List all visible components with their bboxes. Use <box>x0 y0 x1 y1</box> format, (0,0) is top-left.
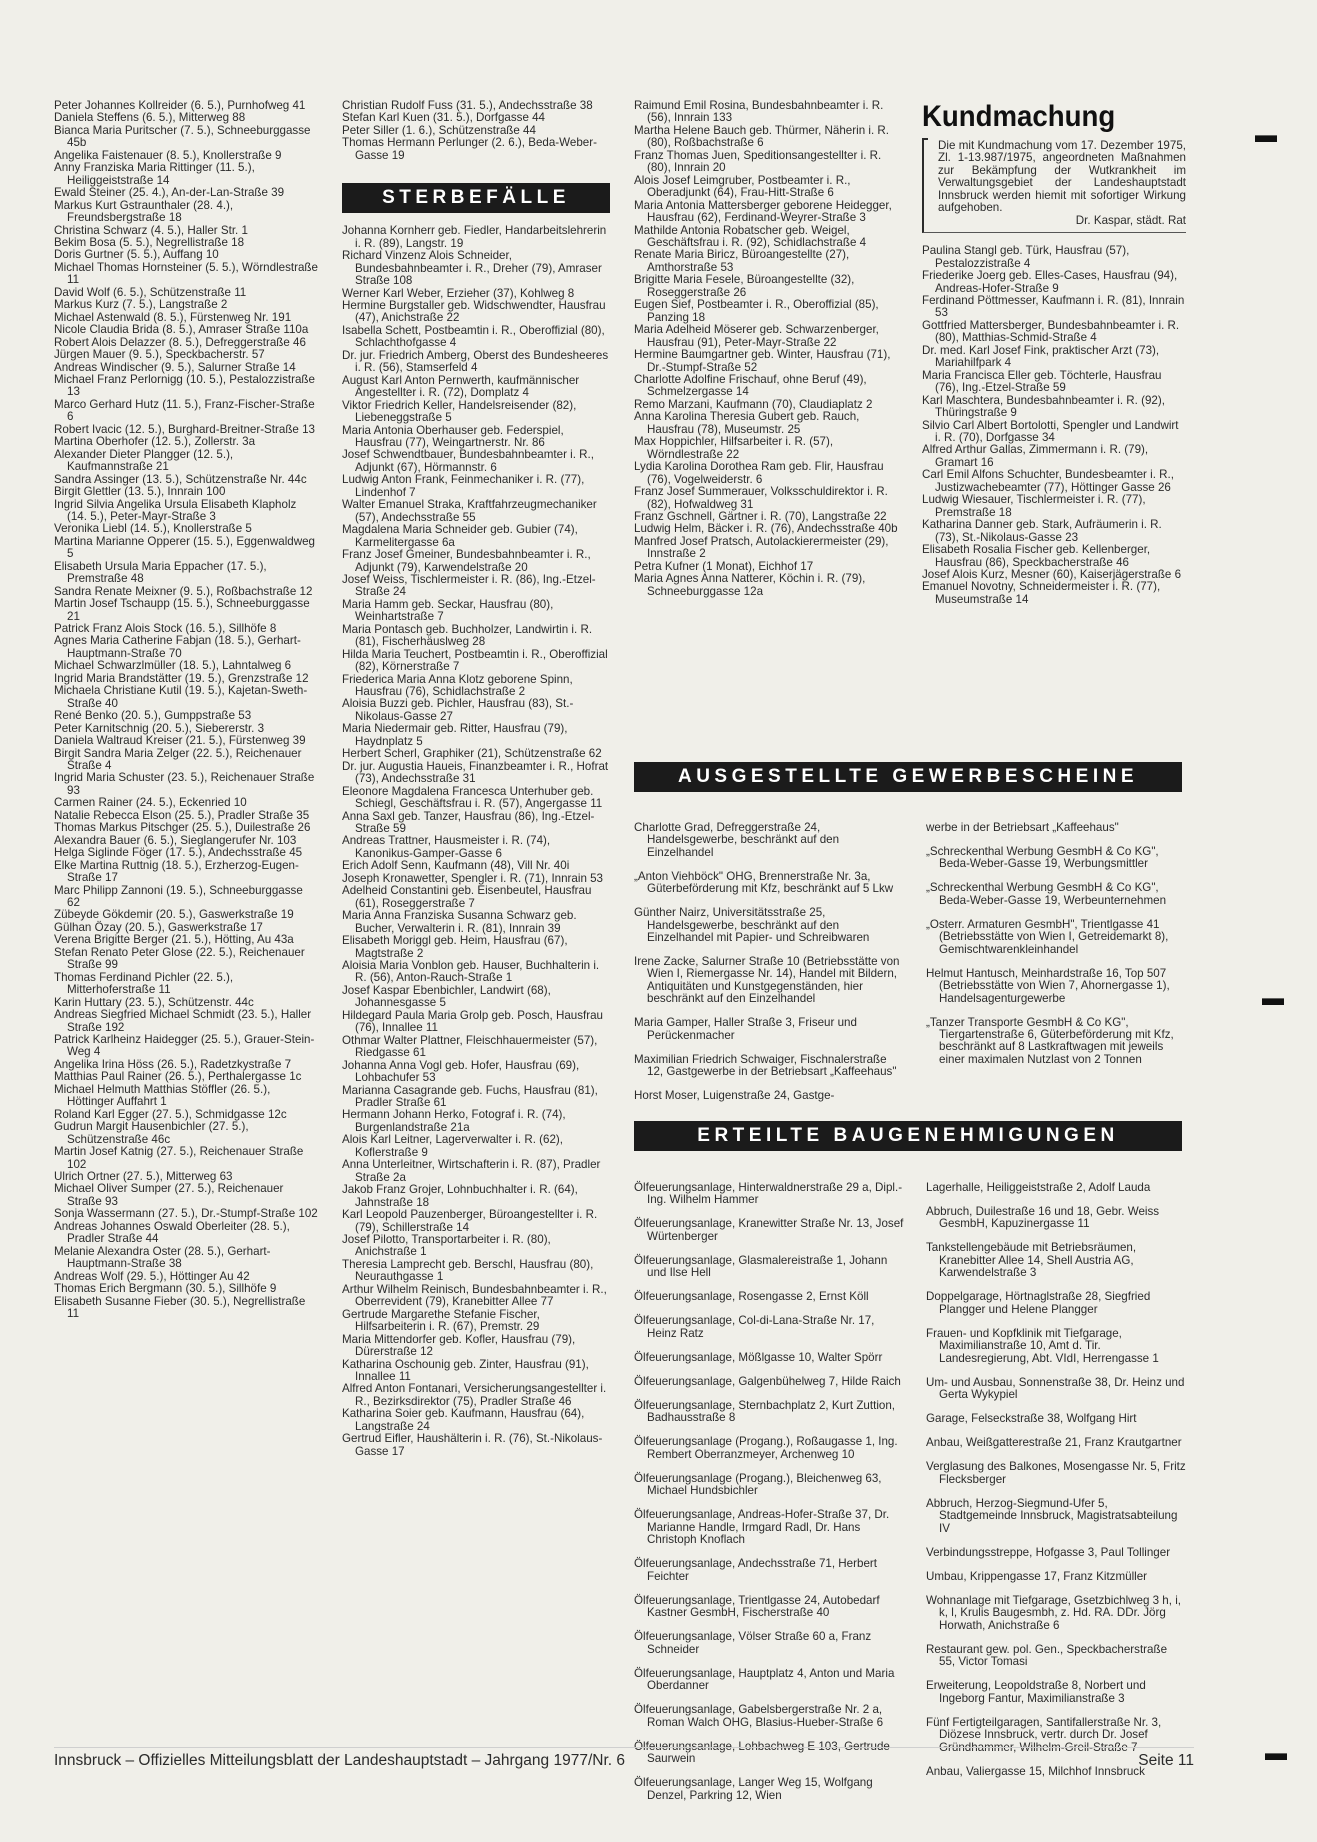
list-item: Abbruch, Duilestraße 16 und 18, Gebr. Weiss GesmbH, Kapuzinergasse 11 <box>926 1204 1160 1231</box>
list-item: Markus Kurt Gstraunthaler (28. 4.), Freundsbergstraße 18 <box>54 198 234 225</box>
sterbefaelle-heading: STERBEFÄLLE <box>342 183 610 213</box>
list-item: Ölfeuerungsanlage, Galgenbühelweg 7, Hilde Raich <box>634 1374 901 1388</box>
list-item: Stefan Renato Peter Glose (22. 5.), Reichenauer Straße 99 <box>54 945 305 972</box>
list-item: Andreas Trattner, Hausmeister i. R. (74), Kanonikus-Gamper-Gasse 6 <box>342 834 551 860</box>
list-item: Doppelgarage, Hörtnaglstraße 28, Siegfried Plangger und Helene Plangger <box>926 1290 1151 1316</box>
list-item: Brigitte Maria Fesele, Büroangestellte (32), Roseggerstraße 26 <box>634 273 855 299</box>
list-item: Eugen Sief, Postbeamter i. R., Oberoffizial (85), Panzing 18 <box>634 298 879 324</box>
list-item: Bekim Bosa (5. 5.), Negrellistraße 18 <box>54 235 245 249</box>
list-item: Anna Karolina Theresia Gubert geb. Rauch, Hausfrau (78), Museumstr. 25 <box>634 410 860 436</box>
list-item: Anbau, Weißgatterestraße 21, Franz Krautgartner <box>926 1436 1182 1450</box>
list-item: Zübeyde Gökdemir (20. 5.), Gaswerkstraße 19 <box>54 908 294 922</box>
list-item: Alfred Anton Fontanari, Versicherungsangestellter i. R., Bezirksdirektor (75), Pradler Straße 46 <box>342 1382 607 1408</box>
list-item: Isabella Schett, Postbeamtin i. R., Oberoffizial (80), Schlachthofgasse 4 <box>342 323 605 350</box>
list-item: Thomas Hermann Perlunger (2. 6.), Beda-Weber-Gasse 19 <box>342 136 597 162</box>
list-item: Emanuel Novotny, Schneidermeister i. R. (77), Museumstraße 14 <box>922 580 1161 606</box>
list-item: Hermann Johann Herko, Fotograf i. R. (74), Burgenlandstraße 21a <box>342 1108 566 1134</box>
list-item: Ölfeuerungsanlage, Hinterwaldnerstraße 29 a, Dipl.-Ing. Wilhelm Hammer <box>634 1180 903 1207</box>
list-item: Michael Astenwald (8. 5.), Fürstenweg Nr. 191 <box>54 310 292 324</box>
list-item: Andreas Siegfried Michael Schmidt (23. 5.), Haller Straße 192 <box>54 1008 312 1034</box>
list-item: Carl Emil Alfons Schuchter, Bundesbeamter i. R., Justizwachebeamter (77), Höttinger Gasse 26 <box>922 468 1174 494</box>
list-item: Hermine Burgstaller geb. Widschwendter, Hausfrau (47), Anichstraße 22 <box>342 298 606 325</box>
list-item: Ölfeuerungsanlage, Lohbachweg E 103, Gertrude Saurwein <box>634 1739 890 1766</box>
list-item: Gudrun Margit Hausenbichler (27. 5.), Schützenstraße 46c <box>54 1120 249 1146</box>
baugenehmigungen-heading: ERTEILTE BAUGENEHMIGUNGEN <box>634 1121 1182 1151</box>
list-item: Raimund Emil Rosina, Bundesbahnbeamter i. R. (56), Innrain 133 <box>634 99 884 125</box>
list-item: Karl Maschtera, Bundesbahnbeamter i. R. (92), Thüringstraße 9 <box>922 393 1165 420</box>
list-item: Doris Gurtner (5. 5.), Auffang 10 <box>54 248 219 262</box>
kundmachung-signature: Dr. Kaspar, städt. Rat <box>1075 213 1186 227</box>
list-item: Marianna Casagrande geb. Fuchs, Hausfrau (81), Pradler Straße 61 <box>342 1083 598 1109</box>
list-item: Christina Schwarz (4. 5.), Haller Str. 1 <box>54 223 248 237</box>
list-item: Agnes Maria Catherine Fabjan (18. 5.), Gerhart-Hauptmann-Straße 70 <box>54 634 301 660</box>
list-item: Melanie Alexandra Oster (28. 5.), Gerhart-Hauptmann-Straße 38 <box>54 1244 271 1271</box>
list-item: Alfred Arthur Gallas, Zimmermann i. R. (79), Gramart 16 <box>922 443 1149 469</box>
list-item: Arthur Wilhelm Reinisch, Bundesbahnbeamter i. R., Oberrevident (79), Kranebitter Allee 77 <box>342 1282 607 1309</box>
list-item: Maria Antonia Mattersberger geborene Heidegger, Hausfrau (62), Ferdinand-Weyrer-Straße 3 <box>634 198 892 225</box>
list-item: Ölfeuerungsanlage, Gabelsbergerstraße Nr. 2 a, Roman Walch OHG, Blasius-Hueber-Straße 6 <box>634 1703 884 1729</box>
list-item: Umbau, Krippengasse 17, Franz Kitzmüller <box>926 1569 1148 1583</box>
list-item: Matthias Paul Rainer (26. 5.), Perthalergasse 1c <box>54 1070 302 1084</box>
list-item: Ludwig Wiesauer, Tischlermeister i. R. (77), Premstraße 18 <box>922 493 1146 519</box>
gewerbescheine-left <box>634 810 904 1114</box>
list-item: Elisabeth Susanne Fieber (30. 5.), Negrellistraße 11 <box>54 1294 306 1320</box>
list-item: Maria Anna Franziska Susanna Schwarz geb. Bucher, Verwalterin i. R. (81), Innrain 39 <box>342 909 577 935</box>
deaths-list <box>342 225 610 1458</box>
list-item: Martha Helene Bauch geb. Thürmer, Näherin i. R. (80), Roßbachstraße 6 <box>634 123 889 150</box>
column-4 <box>922 100 1186 606</box>
list-item: Ludwig Anton Frank, Feinmechaniker i. R. (77), Lindenhof 7 <box>342 473 585 499</box>
list-item: Markus Kurz (7. 5.), Langstraße 2 <box>54 298 228 312</box>
list-item: Andreas Windischer (9. 5.), Salurner Straße 14 <box>54 360 296 374</box>
list-item: Ingrid Maria Brandstätter (19. 5.), Grenzstraße 12 <box>54 671 309 685</box>
list-item: Elisabeth Rosalia Fischer geb. Kellenberger, Hausfrau (86), Speckbacherstraße 46 <box>922 543 1151 569</box>
list-item: Elke Martina Ruttnig (18. 5.), Erzherzog-Eugen-Straße 17 <box>54 858 299 885</box>
scan-mark-icon: ▬ <box>1255 122 1277 147</box>
list-item: werbe in der Betriebsart „Kaffeehaus" <box>926 820 1119 834</box>
list-item: Josef Pilotto, Transportarbeiter i. R. (80), Anichstraße 1 <box>342 1232 551 1259</box>
list-item: Peter Siller (1. 6.), Schützenstraße 44 <box>342 123 536 137</box>
kundmachung-text: Die mit Kundmachung vom 17. Dezember 1975, Zl. 1-13.987/1975, angeordneten Maßnahmen zur Bekämpfung der Wutkrankheit im Verwaltungsgebiet der Landeshauptstadt Innsbruck werden hiemit mit sofortiger Wirkung aufgehoben. <box>938 139 1186 215</box>
list-item: Ölfeuerungsanlage (Progang.), Bleichenweg 63, Michael Hundsbichler <box>634 1471 882 1498</box>
list-item: Christian Rudolf Fuss (31. 5.), Andechsstraße 38 <box>342 99 593 112</box>
list-item: Karl Leopold Pauzenberger, Büroangestellter i. R. (79), Schillerstraße 14 <box>342 1208 598 1234</box>
list-item: Veronika Liebl (14. 5.), Knollerstraße 5 <box>54 522 252 536</box>
list-item: Ölfeuerungsanlage, Glasmalereistraße 1, Johann und Ilse Hell <box>634 1253 888 1280</box>
list-item: Remo Marzani, Kaufmann (70), Claudiaplatz 2 <box>634 397 873 411</box>
list-item: Petra Kufner (1 Monat), Eichhof 17 <box>634 559 814 573</box>
list-item: Michael Thomas Hornsteiner (5. 5.), Wörndlestraße 11 <box>54 260 318 287</box>
list-item: Jürgen Mauer (9. 5.), Speckbacherstr. 57 <box>54 348 265 362</box>
list-item: Franz Gschnell, Gärtner i. R. (70), Langstraße 22 <box>634 509 887 523</box>
list-item: Alois Karl Leitner, Lagerverwalter i. R. (62), Koflerstraße 9 <box>342 1133 564 1159</box>
list-item: Roland Karl Egger (27. 5.), Schmidgasse 12c <box>54 1107 287 1121</box>
gewerbescheine-right <box>926 810 1186 1078</box>
list-item: Adelheid Constantini geb. Eisenbeutel, Hausfrau (61), Roseggerstraße 7 <box>342 884 592 910</box>
list-item: Sandra Assinger (13. 5.), Schützenstraße Nr. 44c <box>54 472 307 486</box>
list-item: Maria Gamper, Haller Straße 3, Friseur und Perückenmacher <box>634 1016 857 1042</box>
list-item: Ölfeuerungsanlage (Progang.), Roßaugasse 1, Ing. Rembert Oberranzmeyer, Archenweg 10 <box>634 1435 898 1461</box>
list-item: Verglasung des Balkones, Mosengasse Nr. 5, Fritz Flecksberger <box>926 1460 1186 1486</box>
list-item: Ölfeuerungsanlage, Langer Weg 15, Wolfgang Denzel, Parkring 12, Wien <box>634 1776 873 1802</box>
list-item: Ölfeuerungsanlage, Rosengasse 2, Ernst Köll <box>634 1290 869 1304</box>
list-item: Maria Francisca Eller geb. Töchterle, Hausfrau (76), Ing.-Etzel-Straße 59 <box>922 368 1162 395</box>
list-item: Wohnanlage mit Tiefgarage, Gsetzbichlweg 3 h, i, k, l, Krulis Baugesmbh, z. Hd. RA. DDr. Jörg Horwath, Anichstraße 6 <box>926 1593 1181 1632</box>
list-item: Anna Unterleitner, Wirtschafterin i. R. (87), Pradler Straße 2a <box>342 1158 601 1184</box>
list-item: Ölfeuerungsanlage, Andreas-Hofer-Straße 37, Dr. Marianne Handle, Irmgard Radl, Dr. Hans Christoph Knoflach <box>634 1508 890 1547</box>
list-item: Katharina Oschounig geb. Zinter, Hausfrau (91), Innallee 11 <box>342 1357 589 1383</box>
list-item: Michael Helmuth Matthias Stöffler (26. 5.), Höttinger Auffahrt 1 <box>54 1082 271 1109</box>
list-item: „Tanzer Transporte GesmbH & Co KG", Tiergartenstraße 6, Güterbeförderung mit Kfz, beschränkt auf 8 Lastkraftwagen mit jeweils einer maximalen Nutzlast von 2 Tonnen <box>926 1015 1174 1066</box>
list-item: Michael Franz Perlornigg (10. 5.), Pestalozzistraße 13 <box>54 372 315 399</box>
list-item: Maximilian Friedrich Schwaiger, Fischnalerstraße 12, Gastgewerbe in der Betriebsart „Kaffeehaus" <box>634 1052 897 1079</box>
list-item: Dr. jur. Friedrich Amberg, Oberst des Bundesheeres i. R. (56), Stamserfeld 4 <box>342 348 609 375</box>
list-item: Ludwig Helm, Bäcker i. R. (76), Andechsstraße 40b <box>634 522 898 536</box>
list-item: August Karl Anton Pernwerth, kaufmännischer Angestellter i. R. (72), Domplatz 4 <box>342 373 580 400</box>
list-item: Bianca Maria Puritscher (7. 5.), Schneeburggasse 45b <box>54 123 311 150</box>
list-item: Ölfeuerungsanlage, Mößlgasse 10, Walter Spörr <box>634 1350 883 1364</box>
list-item: Ingrid Silvia Angelika Ursula Elisabeth Klapholz (14. 5.), Peter-Mayr-Straße 3 <box>54 497 297 523</box>
list-item: Johanna Kornherr geb. Fiedler, Handarbeitslehrerin i. R. (89), Langstr. 19 <box>342 224 607 250</box>
list-item: Helga Siglinde Föger (17. 5.), Andechsstraße 45 <box>54 846 303 860</box>
list-item: Dr. jur. Augustia Haueis, Finanzbeamter i. R., Hofrat (73), Andechsstraße 31 <box>342 759 609 786</box>
list-item: Stefan Karl Kuen (31. 5.), Dorfgasse 44 <box>342 111 546 125</box>
list-item: Martin Josef Katnig (27. 5.), Reichenauer Straße 102 <box>54 1145 304 1171</box>
list-item: Fünf Fertigteilgaragen, Santifallerstraße Nr. 3, Diözese Innsbruck, vertr. durch Dr. Josef Gründhammer, Wilhelm-Greil-Straße 7 <box>926 1715 1162 1754</box>
list-item: Natalie Rebecca Elson (25. 5.), Pradler Straße 35 <box>54 808 310 822</box>
list-item: David Wolf (6. 5.), Schützenstraße 11 <box>54 285 247 299</box>
list-item: Maria Adelheid Möserer geb. Schwarzenberger, Hausfrau (91), Peter-Mayr-Straße 22 <box>634 323 879 349</box>
deaths-column-3 <box>634 100 906 598</box>
list-item: Tankstellengebäude mit Betriebsräumen, Kranebitter Allee 14, Shell Austria AG, Karwendelstraße 3 <box>926 1241 1137 1280</box>
list-item: Ferdinand Pöttmesser, Kaufmann i. R. (81), Innrain 53 <box>922 293 1185 320</box>
list-item: Maria Hamm geb. Seckar, Hausfrau (80), Weinhartstraße 7 <box>342 597 554 624</box>
list-item: Josef Kaspar Ebenbichler, Landwirt (68), Johannesgasse 5 <box>342 983 551 1010</box>
list-item: Martina Oberhofer (12. 5.), Zollerstr. 3a <box>54 435 256 449</box>
kundmachung-title: Kundmachung <box>922 100 1116 133</box>
list-item: Ölfeuerungsanlage, Sternbachplatz 2, Kurt Zuttion, Badhausstraße 8 <box>634 1398 896 1425</box>
list-item: Robert Ivacic (12. 5.), Burghard-Breitner-Straße 13 <box>54 422 315 436</box>
list-item: Silvio Carl Albert Bortolotti, Spengler und Landwirt i. R. (70), Dorfgasse 34 <box>922 418 1179 444</box>
list-item: Dr. med. Karl Josef Fink, praktischer Arzt (73), Mariahilfpark 4 <box>922 343 1160 370</box>
list-item: Eleonore Magdalena Francesca Unterhuber geb. Schiegl, Geschäftsfrau i. R. (57), Angergasse 11 <box>342 784 603 811</box>
list-item: Ölfeuerungsanlage, Col-di-Lana-Straße Nr. 17, Heinz Ratz <box>634 1314 875 1340</box>
list-item: Abbruch, Herzog-Siegmund-Ufer 5, Stadtgemeinde Innsbruck, Magistratsabteilung IV <box>926 1496 1178 1535</box>
list-item: Mathilde Antonia Robatscher geb. Weigel, Geschäftsfrau i. R. (92), Schidlachstraße 4 <box>634 223 867 249</box>
list-item: Lydia Karolina Dorothea Ram geb. Flir, Hausfrau (76), Vogelweiderstr. 6 <box>634 460 884 486</box>
list-item: Charlotte Grad, Defreggerstraße 24, Handelsgewerbe, beschränkt auf den Einzelhandel <box>634 820 840 859</box>
list-item: Ewald Steiner (25. 4.), An-der-Lan-Straße 39 <box>54 186 285 200</box>
list-item: Max Hoppichler, Hilfsarbeiter i. R. (57), Wörndlestraße 22 <box>634 435 834 461</box>
list-item: Anny Franziska Maria Rittinger (11. 5.), Heiliggeiststraße 14 <box>54 161 255 187</box>
baugenehmigungen-right <box>926 1170 1186 1790</box>
list-item: Viktor Friedrich Keller, Handelsreisender (82), Liebeneggstraße 5 <box>342 398 577 425</box>
list-item: Günther Nairz, Universitätsstraße 25, Handelsgewerbe, beschränkt auf den Einzelhandel mit Papier- und Schreibwaren <box>634 906 870 944</box>
scan-mark-icon: ▬ <box>1262 985 1284 1010</box>
list-item: Ölfeuerungsanlage, Hauptplatz 4, Anton und Maria Oberdanner <box>634 1666 895 1693</box>
list-item: Joseph Kronawetter, Spengler i. R. (71), Innrain 53 <box>342 871 604 885</box>
list-item: Ölfeuerungsanlage, Kranewitter Straße Nr. 13, Josef Würtenberger <box>634 1217 904 1243</box>
list-item: „Osterr. Armaturen GesmbH", Trientlgasse 41 (Betriebsstätte von Wien I, Getreidemarkt 8), Gemischtwarenkleinhandel <box>926 917 1169 956</box>
list-item: Sonja Wassermann (27. 5.), Dr.-Stumpf-Straße 102 <box>54 1207 318 1221</box>
list-item: Friederike Joerg geb. Elles-Cases, Hausfrau (94), Andreas-Hofer-Straße 9 <box>922 269 1178 295</box>
list-item: Franz Josef Summerauer, Volksschuldirektor i. R. (82), Hofwaldweg 31 <box>634 485 888 511</box>
gewerbescheine-heading: AUSGESTELLTE GEWERBESCHEINE <box>634 762 1182 792</box>
list-item: Irene Zacke, Salurner Straße 10 (Betriebsstätte von Wien I, Riemergasse Nr. 14), Handel mit Bildern, Antiquitäten und Kunstgegenständen, hier beschränkt auf den Einzelhandel <box>634 955 900 1006</box>
list-item: Michaela Christiane Kutil (19. 5.), Kajetan-Sweth-Straße 40 <box>54 684 308 710</box>
list-item: Manfred Josef Pratsch, Autolackierermeister (29), Innstraße 2 <box>634 534 889 561</box>
baugenehmigungen-left <box>634 1170 904 1814</box>
list-item: Sandra Renate Meixner (9. 5.), Roßbachstraße 12 <box>54 584 313 598</box>
list-item: Marco Gerhard Hutz (11. 5.), Franz-Fischer-Straße 6 <box>54 397 315 424</box>
list-item: Ingrid Maria Schuster (23. 5.), Reichenauer Straße 93 <box>54 771 315 797</box>
list-item: Magdalena Maria Schneider geb. Gubier (74), Karmelitergasse 6a <box>342 523 578 549</box>
list-item: Maria Antonia Oberhauser geb. Federspiel, Hausfrau (77), Weingartnerstr. Nr. 86 <box>342 423 564 449</box>
kundmachung-notice <box>922 138 1186 233</box>
list-item: Hermine Baumgartner geb. Winter, Hausfrau (71), Dr.-Stumpf-Straße 52 <box>634 348 891 374</box>
list-item: Restaurant gew. pol. Gen., Speckbacherstraße 55, Victor Tomasi <box>926 1642 1168 1669</box>
list-item: Verbindungsstreppe, Hofgasse 3, Paul Tollinger <box>926 1545 1171 1559</box>
list-item: Hilda Maria Teuchert, Postbeamtin i. R., Oberoffizial (82), Körnerstraße 7 <box>342 647 608 674</box>
list-item: Gottfried Mattersberger, Bundesbahnbeamter i. R. (80), Matthias-Schmid-Straße 4 <box>922 318 1180 345</box>
list-item: Katharina Danner geb. Stark, Aufräumerin i. R. (73), St.-Nikolaus-Gasse 23 <box>922 518 1162 544</box>
list-item: Patrick Franz Alois Stock (16. 5.), Sillhöfe 8 <box>54 622 277 636</box>
list-item: Thomas Markus Pitschger (25. 5.), Duilestraße 26 <box>54 821 311 835</box>
page-number: Seite 11 <box>1138 1752 1194 1769</box>
list-item: Michael Schwarzlmüller (18. 5.), Lahntalweg 6 <box>54 659 292 673</box>
list-item: Friederica Maria Anna Klotz geborene Spinn, Hausfrau (76), Schidlachstraße 2 <box>342 672 573 699</box>
list-item: Alois Josef Leimgruber, Postbeamter i. R., Oberadjunkt (64), Frau-Hitt-Straße 6 <box>634 173 851 200</box>
list-item: Thomas Erich Bergmann (30. 5.), Sillhöfe 9 <box>54 1282 277 1296</box>
list-item: Ulrich Ortner (27. 5.), Mitterweg 63 <box>54 1169 233 1183</box>
list-item: Anbau, Valiergasse 15, Milchhof Innsbruck <box>926 1764 1145 1778</box>
list-item: „Schreckenthal Werbung GesmbH & Co KG", Beda-Weber-Gasse 19, Werbungsmittler <box>926 844 1159 871</box>
list-item: Ölfeuerungsanlage, Trientlgasse 24, Autobedarf Kastner GesmbH, Fischerstraße 40 <box>634 1593 880 1620</box>
births-continued <box>342 100 610 162</box>
list-item: Hildegard Paula Maria Grolp geb. Posch, Hausfrau (76), Innallee 11 <box>342 1008 603 1035</box>
list-item: Birgit Glettler (13. 5.), Innrain 100 <box>54 485 226 499</box>
list-item: Martina Marianne Opperer (15. 5.), Eggenwaldweg 5 <box>54 534 315 561</box>
list-item: Robert Alois Delazzer (8. 5.), Defreggerstraße 46 <box>54 335 306 349</box>
list-item: Aloisia Buzzi geb. Pichler, Hausfrau (83), St.-Nikolaus-Gasse 27 <box>342 697 574 723</box>
list-item: Franz Thomas Juen, Speditionsangestellter i. R. (80), Innrain 20 <box>634 148 882 175</box>
list-item: „Schreckenthal Werbung GesmbH & Co KG", Beda-Weber-Gasse 19, Werbeunternehmen <box>926 881 1167 907</box>
list-item: „Anton Viehböck" OHG, Brennerstraße Nr. 3a, Güterbeförderung mit Kfz, beschränkt auf 5 Lkw <box>634 869 894 895</box>
list-item: Johanna Anna Vogl geb. Hofer, Hausfrau (69), Lohbachufer 53 <box>342 1058 580 1085</box>
list-item: Franz Josef Gmeiner, Bundesbahnbeamter i. R., Adjunkt (79), Karwendelstraße 20 <box>342 548 591 574</box>
list-item: Alexander Dieter Plangger (12. 5.), Kaufmannstraße 21 <box>54 447 234 474</box>
list-item: Birgit Sandra Maria Zelger (22. 5.), Reichenauer Straße 4 <box>54 746 302 773</box>
list-item: Josef Weiss, Tischlermeister i. R. (86), Ing.-Etzel-Straße 24 <box>342 572 596 599</box>
list-item: René Benko (20. 5.), Gumppstraße 53 <box>54 709 252 723</box>
list-item: Renate Maria Biricz, Büroangestellte (27), Amthorstraße 53 <box>634 248 850 274</box>
list-item: Andreas Johannes Oswald Oberleiter (28. 5.), Pradler Straße 44 <box>54 1219 290 1246</box>
list-item: Othmar Walter Plattner, Fleischhauermeister (57), Riedgasse 61 <box>342 1033 598 1060</box>
list-item: Karin Huttary (23. 5.), Schützenstr. 44c <box>54 995 254 1009</box>
scan-mark-icon: ▬ <box>1265 1740 1287 1765</box>
list-item: Garage, Felseckstraße 38, Wolfgang Hirt <box>926 1412 1137 1426</box>
list-item: Werner Karl Weber, Erzieher (37), Kohlweg 8 <box>342 286 575 300</box>
births-deaths-column-2 <box>342 100 610 1458</box>
list-item: Thomas Ferdinand Pichler (22. 5.), Mitterhoferstraße 11 <box>54 970 234 997</box>
list-item: Martin Josef Tschaupp (15. 5.), Schneeburggasse 21 <box>54 597 310 623</box>
list-item: Gülhan Özay (20. 5.), Gaswerkstraße 17 <box>54 920 263 934</box>
list-item: Maria Mittendorfer geb. Kofler, Hausfrau (79), Dürerstraße 12 <box>342 1332 576 1359</box>
list-item: Daniela Steffens (6. 5.), Mitterweg 88 <box>54 111 246 125</box>
list-item: Peter Johannes Kollreider (6. 5.), Purnhofweg 41 <box>54 99 306 112</box>
list-item: Jakob Franz Grojer, Lohnbuchhalter i. R. (64), Jahnstraße 18 <box>342 1183 578 1209</box>
list-item: Gertrud Eifler, Haushälterin i. R. (76), St.-Nikolaus-Gasse 17 <box>342 1432 603 1458</box>
list-item: Paulina Stangl geb. Türk, Hausfrau (57), Pestalozzistraße 4 <box>922 244 1130 270</box>
list-item: Walter Emanuel Straka, Kraftfahrzeugmechaniker (57), Andechsstraße 55 <box>342 498 597 524</box>
births-column-1 <box>54 100 318 1320</box>
list-item: Angelika Irina Höss (26. 5.), Radetzkystraße 7 <box>54 1057 292 1071</box>
list-item: Aloisia Maria Vonblon geb. Hauser, Buchhalterin i. R. (56), Anton-Rauch-Straße 1 <box>342 959 600 985</box>
list-item: Maria Pontasch geb. Buchholzer, Landwirtin i. R. (81), Fischerhäuslweg 28 <box>342 622 593 649</box>
list-item: Nicole Claudia Brida (8. 5.), Amraser Straße 110a <box>54 323 309 337</box>
list-item: Richard Vinzenz Alois Schneider, Bundesbahnbeamter i. R., Dreher (79), Amraser Straße 108 <box>342 249 602 288</box>
list-item: Helmut Hantusch, Meinhardstraße 16, Top 507 (Betriebsstätte von Wien 7, Ahornergasse 1), Handelsagenturgewerbe <box>926 966 1170 1005</box>
list-item: Ölfeuerungsanlage, Völser Straße 60 a, Franz Schneider <box>634 1630 872 1656</box>
list-item: Verena Brigitte Berger (21. 5.), Hötting, Au 43a <box>54 933 294 947</box>
list-item: Frauen- und Kopfklinik mit Tiefgarage, Maximilianstraße 10, Amt d. Tir. Landesregierung, Abt. VIdI, Herrengasse 1 <box>926 1326 1159 1365</box>
list-item: Angelika Faistenauer (8. 5.), Knollerstraße 9 <box>54 148 282 162</box>
list-item: Josef Schwendtbauer, Bundesbahnbeamter i. R., Adjunkt (67), Hörmannstr. 6 <box>342 448 594 474</box>
list-item: Elisabeth Ursula Maria Eppacher (17. 5.), Premstraße 48 <box>54 559 267 586</box>
list-item: Ölfeuerungsanlage, Andechsstraße 71, Herbert Feichter <box>634 1557 877 1583</box>
list-item: Daniela Waltraud Kreiser (21. 5.), Fürstenweg 39 <box>54 734 306 748</box>
list-item: Maria Agnes Anna Natterer, Köchin i. R. (79), Schneeburggasse 12a <box>634 572 866 598</box>
list-item: Marc Philipp Zannoni (19. 5.), Schneeburggasse 62 <box>54 883 303 909</box>
list-item: Carmen Rainer (24. 5.), Eckenried 10 <box>54 796 247 810</box>
list-item: Michael Oliver Sumper (27. 5.), Reichenauer Straße 93 <box>54 1182 284 1208</box>
list-item: Alexandra Bauer (6. 5.), Sieglangerufer Nr. 103 <box>54 833 297 847</box>
list-item: Herbert Scherl, Graphiker (21), Schützenstraße 62 <box>342 747 602 761</box>
list-item: Josef Alois Kurz, Mesner (60), Kaiserjägerstraße 6 <box>922 567 1182 581</box>
list-item: Lagerhalle, Heiliggeiststraße 2, Adolf Lauda <box>926 1180 1151 1194</box>
list-item: Erich Adolf Senn, Kaufmann (48), Vill Nr. 40i <box>342 859 570 873</box>
list-item: Horst Moser, Luigenstraße 24, Gastge- <box>634 1089 835 1103</box>
list-item: Katharina Soier geb. Kaufmann, Hausfrau (64), Langstraße 24 <box>342 1407 585 1433</box>
list-item: Maria Niedermair geb. Ritter, Hausfrau (79), Haydnplatz 5 <box>342 722 568 748</box>
deaths-list-col4 <box>922 245 1186 606</box>
list-item: Anna Saxl geb. Tanzer, Hausfrau (86), Ing.-Etzel-Straße 59 <box>342 809 595 836</box>
list-item: Theresia Lamprecht geb. Berschl, Hausfrau (80), Neurauthgasse 1 <box>342 1257 594 1284</box>
list-item: Um- und Ausbau, Sonnenstraße 38, Dr. Heinz und Gerta Wykypiel <box>926 1375 1185 1401</box>
list-item: Charlotte Adolfine Frischauf, ohne Beruf (49), Schmelzergasse 14 <box>634 372 867 399</box>
footer-publication: Innsbruck – Offizielles Mitteilungsblatt der Landeshauptstadt – Jahrgang 1977/Nr. 6 <box>54 1752 625 1769</box>
list-item: Andreas Wolf (29. 5.), Höttinger Au 42 <box>54 1269 250 1283</box>
list-item: Peter Karnitschnig (20. 5.), Siebererstr. 3 <box>54 721 265 735</box>
list-item: Elisabeth Moriggl geb. Heim, Hausfrau (67), Magtstraße 2 <box>342 934 568 960</box>
list-item: Erweiterung, Leopoldstraße 8, Norbert und Ingeborg Fantur, Maximilianstraße 3 <box>926 1679 1146 1705</box>
list-item: Gertrude Margarethe Stefanie Fischer, Hilfsarbeiterin i. R. (67), Premstr. 29 <box>342 1307 540 1334</box>
list-item: Patrick Karlheinz Haidegger (25. 5.), Grauer-Stein-Weg 4 <box>54 1032 315 1059</box>
